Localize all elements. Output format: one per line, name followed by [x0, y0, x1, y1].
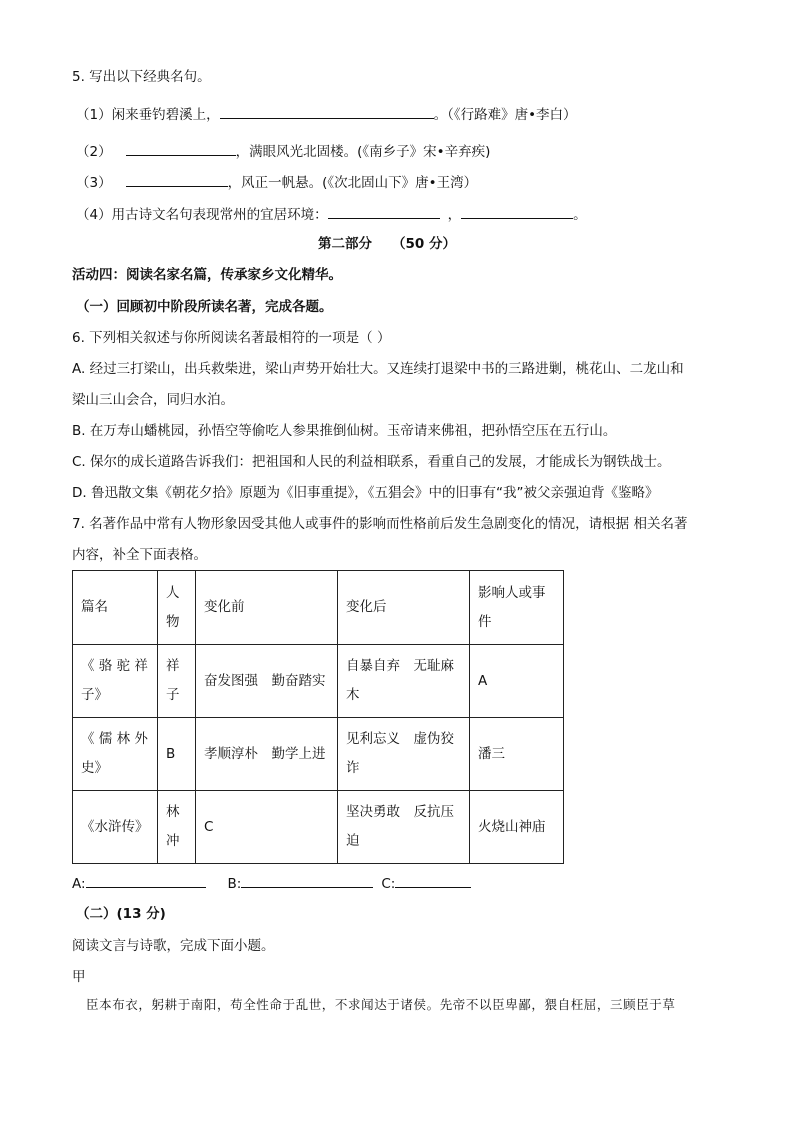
- header-cell-title: [73, 571, 158, 645]
- table-row: [73, 645, 564, 718]
- cell-text: 子: [166, 687, 180, 703]
- q5-item-4-prefix: （4）用古诗文名句表现常州的宜居环境：: [76, 207, 328, 223]
- cell-text: C: [204, 818, 214, 835]
- q6-option-b: B. 在万寿山蟠桃园，孙悟空等偷吃人参果推倒仙树。玉帝请来佛祖，把孙悟空压在五行山。: [72, 423, 617, 439]
- cell-text: 物: [166, 613, 180, 630]
- cell-text: B: [166, 745, 176, 762]
- table-header-row: [73, 571, 564, 645]
- cell-title: [73, 718, 158, 791]
- cell-text: 变化前: [204, 599, 245, 615]
- cell-text: 影响人或事: [478, 584, 546, 601]
- cell-title: [73, 645, 158, 718]
- section2-label: 甲: [72, 969, 86, 985]
- cell-text: 祥: [166, 658, 180, 674]
- cell-text: 潘三: [478, 745, 505, 762]
- cell-text: 林: [166, 804, 180, 820]
- q5-item-3-suffix: ，风正一帆悬。(《次北固山下》唐•王湾）: [227, 175, 478, 191]
- cell-before: [196, 791, 338, 864]
- activity4-title: 活动四：阅读名家名篇，传承家乡文化精华。: [72, 267, 342, 283]
- section2-instruction: 阅读文言与诗歌，完成下面小题。: [72, 938, 275, 954]
- cell-after: [338, 645, 470, 718]
- q7-answer-b-blank[interactable]: [241, 873, 373, 888]
- q5-item-2-suffix: ，满眼风光北固楼。(《南乡子》宋•辛弃疾): [235, 144, 491, 160]
- cell-text: 人: [166, 584, 180, 601]
- cell-text: 木: [346, 687, 360, 703]
- cell-character: [158, 791, 196, 864]
- q6-option-d: D. 鲁迅散文集《朝花夕拾》原题为《旧事重提》，《五猖会》中的旧事有“我”被父亲强迫背《鉴略》: [72, 485, 659, 501]
- cell-before: [196, 645, 338, 718]
- header-cell-before: [196, 571, 338, 645]
- cell-text: 诈: [346, 760, 360, 776]
- q7-answer-a-blank[interactable]: [86, 873, 206, 888]
- q5-item-4: [76, 204, 587, 224]
- q5-item-4-suffix: 。: [573, 207, 587, 223]
- cell-text: 火烧山神庙: [478, 818, 546, 835]
- table-row: [73, 718, 564, 791]
- q7-table: [72, 570, 564, 864]
- q5-item-4-blank-1[interactable]: [328, 204, 440, 219]
- cell-text: 史》: [81, 760, 108, 776]
- cell-text: 篇名: [81, 599, 108, 615]
- cell-text: 件: [478, 613, 492, 630]
- q7-stem-line2: 内容，补全下面表格。: [72, 547, 207, 563]
- cell-text: 《 骆 驼 祥: [81, 658, 148, 674]
- cell-text: 见利忘义 虚伪狡: [346, 731, 454, 747]
- q7-stem-line1: 7. 名著作品中常有人物形象因受其他人或事件的影响而性格前后发生急剧变化的情况，请根据 相关名著: [72, 516, 688, 532]
- q5-item-1-blank[interactable]: [220, 104, 434, 119]
- q5-item-3-blank[interactable]: [126, 172, 228, 187]
- q7-answers: [72, 873, 471, 893]
- section1-title: （一）回顾初中阶段所读名著，完成各题。: [76, 299, 333, 315]
- cell-before: [196, 718, 338, 791]
- cell-text: 迫: [346, 833, 360, 849]
- cell-text: 坚决勇敢 反抗压: [346, 804, 454, 820]
- part2-title: 第二部分: [318, 236, 372, 252]
- q7-answer-a-label: A:: [72, 876, 86, 892]
- cell-after: [338, 791, 470, 864]
- q7-answer-c-label: C:: [381, 876, 396, 892]
- cell-influence: [470, 645, 564, 718]
- cell-text: 《 儒 林 外: [81, 731, 148, 747]
- cell-text: 自暴自弃 无耻麻: [346, 658, 454, 674]
- q5-title: 5. 写出以下经典名句。: [72, 69, 211, 85]
- cell-after: [338, 718, 470, 791]
- header-cell-after: [338, 571, 470, 645]
- table-row: [73, 791, 564, 864]
- cell-text: 《水浒传》: [81, 818, 149, 835]
- part2-score: （50 分）: [392, 236, 456, 252]
- cell-influence: [470, 718, 564, 791]
- q6-option-c: C. 保尔的成长道路告诉我们：把祖国和人民的利益相联系，看重自己的发展，才能成长为钢铁战士。: [72, 454, 671, 470]
- q5-item-3: [76, 172, 477, 192]
- q5-item-1: [76, 104, 577, 124]
- cell-influence: [470, 791, 564, 864]
- cell-title: [73, 791, 158, 864]
- classical-passage: 臣本布衣，躬耕于南阳，苟全性命于乱世，不求闻达于诸侯。先帝不以臣卑鄙，猥自枉屈，三顾臣于草: [86, 997, 676, 1012]
- part2-heading: [318, 235, 456, 253]
- cell-text: 奋发图强 勤奋踏实: [204, 672, 326, 689]
- header-cell-character: [158, 571, 196, 645]
- q5-item-1-suffix: 。（《行路难》唐•李白）: [433, 107, 577, 123]
- cell-text: 冲: [166, 833, 180, 849]
- header-cell-influence: [470, 571, 564, 645]
- q5-item-2: [76, 141, 490, 161]
- q5-item-2-blank[interactable]: [126, 141, 236, 156]
- cell-text: 子》: [81, 687, 108, 703]
- cell-text: 变化后: [346, 599, 387, 615]
- q7-answer-b-label: B:: [227, 876, 242, 892]
- q5-item-3-prefix: （3）: [76, 175, 112, 191]
- q5-item-2-prefix: （2）: [76, 144, 112, 160]
- q6-option-a-line1: A. 经过三打梁山，出兵救柴进，梁山声势开始壮大。又连续打退梁中书的三路进剿，桃花山、二龙山和: [72, 361, 684, 377]
- q5-item-1-prefix: （1）闲来垂钓碧溪上，: [76, 107, 220, 123]
- cell-character: [158, 718, 196, 791]
- q6-option-a-line2: 梁山三山会合，同归水泊。: [72, 392, 234, 408]
- q5-item-4-blank-2[interactable]: [461, 204, 573, 219]
- cell-character: [158, 645, 196, 718]
- q5-item-4-mid: ，: [447, 207, 462, 223]
- cell-text: A: [478, 672, 488, 689]
- section2-title: （二）(13 分): [76, 906, 166, 922]
- q6-stem: 6. 下列相关叙述与你所阅读名著最相符的一项是（ ）: [72, 330, 391, 346]
- q7-answer-c-blank[interactable]: [395, 873, 471, 888]
- cell-text: 孝顺淳朴 勤学上进: [204, 745, 326, 762]
